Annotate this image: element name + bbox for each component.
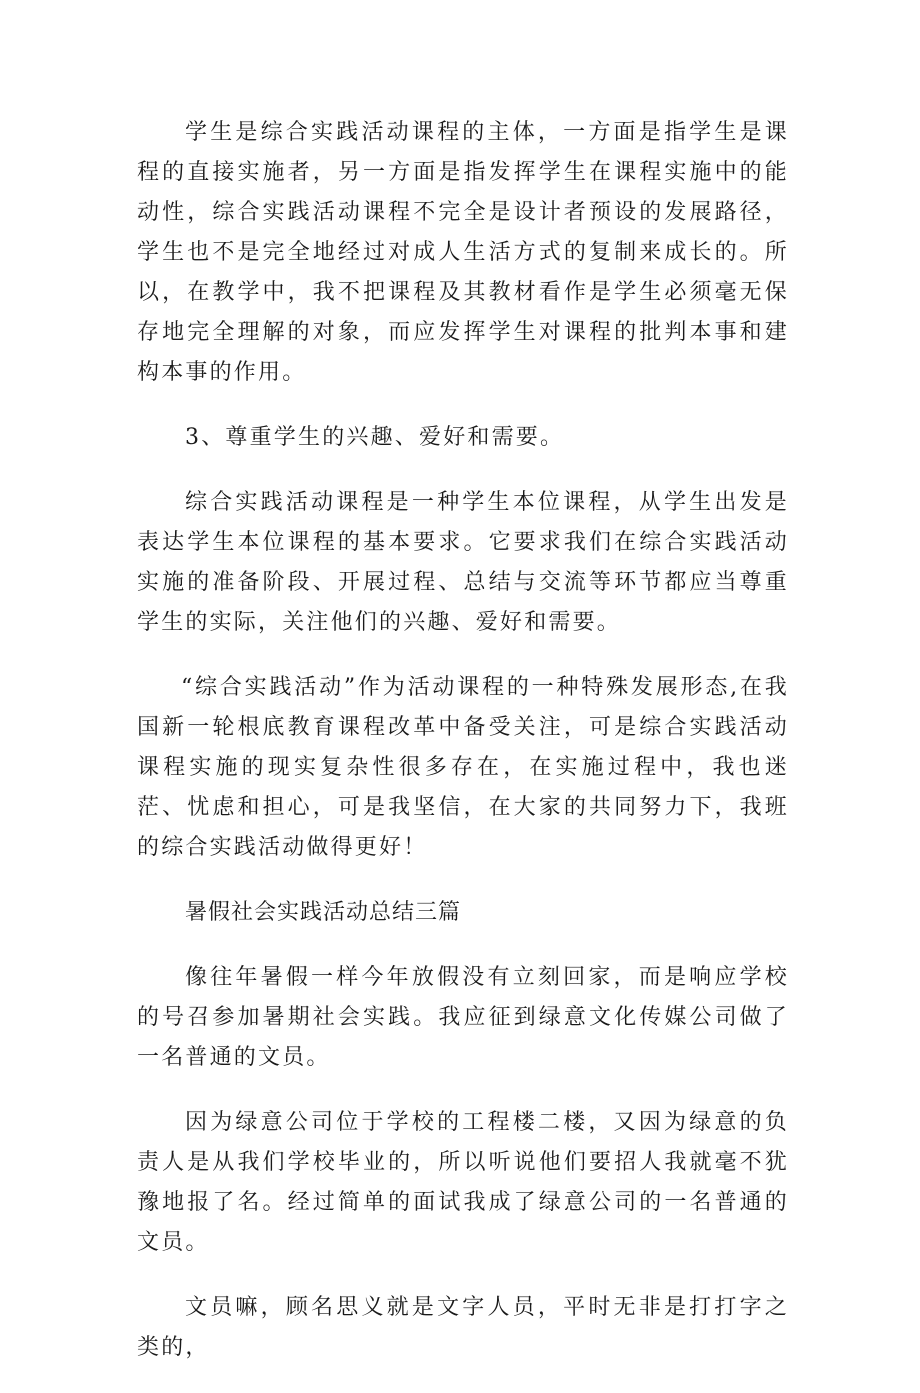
paragraph-comprehensive-practice-conclusion: “综合实践活动”作为活动课程的一种特殊发展形态,在我国新一轮根底教育课程改革中备受关注，可是综合实践活动课程实施的现实复杂性很多存在，在实施过程中，我也迷茫、忧虑和担心，可是我坚信，在大家的共同努力下，我班的综合实践活动做得更好！ (137, 675, 789, 860)
paragraph-company-location: 因为绿意公司位于学校的工程楼二楼，又因为绿意的负责人是从我们学校毕业的，所以听说他们要招人我就毫不犹豫地报了名。经过简单的面试我成了绿意公司的一名普通的文员。 (137, 1110, 789, 1255)
article-title-summer-practice: 暑假社会实践活动总结三篇 (185, 900, 462, 925)
paragraph-clerk-role: 文员嘛，顾名思义就是文字人员，平时无非是打打字之类的， (137, 1295, 789, 1360)
paragraph-student-based-course: 综合实践活动课程是一种学生本位课程，从学生出发是表达学生本位课程的基本要求。它要求我们在综合实践活动实施的准备阶段、开展过程、总结与交流等环节都应当尊重学生的实际，关注他们的兴趣、爱好和需要。 (137, 490, 789, 635)
paragraph-summer-intro: 像往年暑假一样今年放假没有立刻回家，而是响应学校的号召参加暑期社会实践。我应征到绿意文化传媒公司做了一名普通的文员。 (137, 965, 789, 1070)
document-body (137, 113, 789, 1393)
section-heading-respect-interests: 3、尊重学生的兴趣、爱好和需要。 (185, 425, 565, 450)
paragraph-student-subject: 学生是综合实践活动课程的主体，一方面是指学生是课程的直接实施者，另一方面是指发挥学生在课程实施中的能动性，综合实践活动课程不完全是设计者预设的发展路径，学生也不是完全地经过对成人生活方式的复制来成长的。所以，在教学中，我不把课程及其教材看作是学生必须毫无保存地完全理解的对象，而应发挥学生对课程的批判本事和建构本事的作用。 (137, 120, 789, 385)
